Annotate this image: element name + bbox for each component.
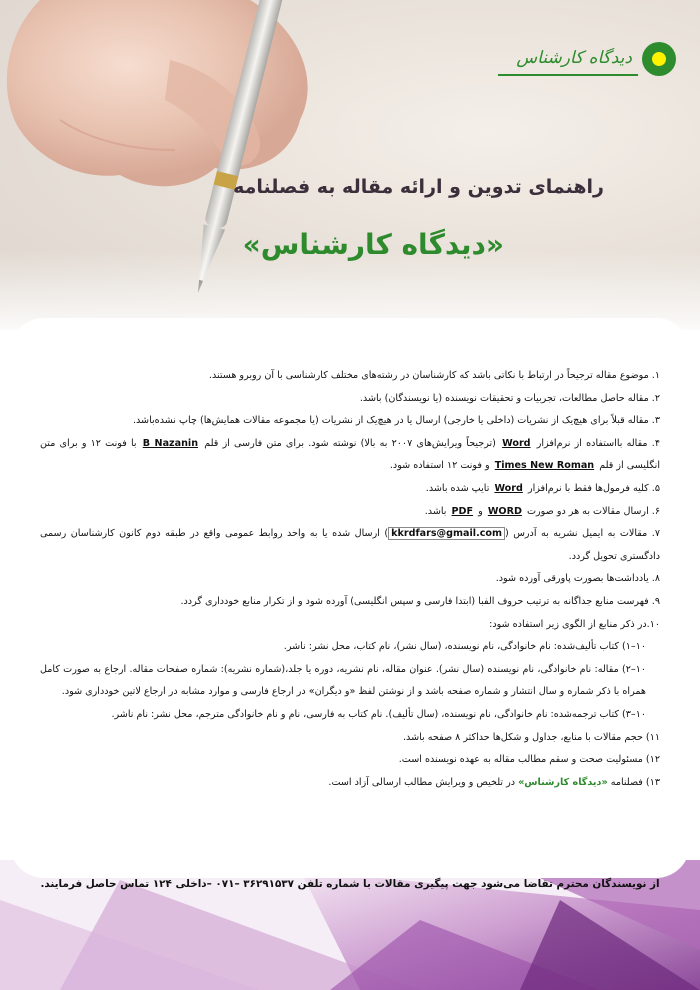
- logo-text: دیدگاه کارشناس: [516, 48, 632, 68]
- list-subitem: ۱۰–۱) کتاب تألیف‌شده: نام خانوادگی، نام نویسنده، (سال نشر)، نام کتاب، محل نشر: ناشر.: [283, 641, 646, 653]
- list-item: ۸. یادداشت‌ها بصورت پاورقی آورده شود.: [495, 573, 660, 585]
- list-item: ۱۱) حجم مقالات با منابع، جداول و شکل‌ها حداکثر ۸ صفحه باشد.: [402, 731, 660, 743]
- brand-logo: [480, 40, 690, 85]
- list-item: ۹. فهرست منابع جداگانه به ترتیب حروف الفبا (ابتدا فارسی و سپس انگلیسی) آورده شود و از تکرار منابع خودداری گردد.: [180, 595, 660, 607]
- list-subitem: ۱۰–۳) کتاب ترجمه‌شده: نام خانوادگی، نام نویسنده، (سال تألیف). نام کتاب به فارسی، نام و نام خانوادگی مترجم، محل نشر: نام ناشر.: [111, 708, 646, 720]
- guidelines-list: [40, 365, 660, 794]
- email-link[interactable]: kkrdfars@gmail.com: [388, 527, 505, 540]
- logo-underline: [498, 74, 638, 76]
- word-format-label: WORD: [487, 505, 522, 517]
- list-item: ۴. مقاله بااستفاده از نرم‌افزار Word (ترجیحاً ویرایش‌های ۲۰۰۷ به بالا) نوشته شود. برای متن فارسی از قلم B Nazanin با فونت ۱۲ و برای متن انگلیسی از قلم Times New Roman و فونت ۱۲ استفاده شود.: [40, 437, 660, 472]
- list-subitem: ۱۰–۲) مقاله: نام خانوادگی، نام نویسنده (سال نشر). عنوان مقاله، نام نشریه، دوره یا جلد،(شماره نشریه): شماره صفحات مقاله. ارجاع به صورت کامل همراه با ذکر شماره و سال انتشار و شماره صفحه باشد و از نوشتن لفظ «و دیگران» در ارجاع فارسی و موارد مشابه در ارجاع لاتین خودداری شود.: [40, 663, 646, 698]
- list-item: ۱۰.در ذکر منابع از الگوی زیر استفاده شود:: [489, 618, 660, 630]
- page-title: راهنمای تدوین و ارائه مقاله به فصلنامه: [233, 176, 604, 198]
- list-item: ۱۳) فصلنامه «دیدگاه کارشناس» در تلخیص و ویرایش مطالب ارسالی آزاد است.: [328, 776, 660, 788]
- word-software-label: Word: [494, 482, 523, 494]
- journal-name: «دیدگاه کارشناس»: [242, 228, 504, 261]
- pdf-format-label: PDF: [451, 505, 474, 517]
- list-item: ۷. مقالات به ایمیل نشریه به آدرس (kkrdfars@gmail.com) ارسال شده یا به واحد روابط عمومی واقع در طبقه دوم کانون کارشناسان رسمی دادگستری تحویل گردد.: [40, 528, 660, 562]
- list-item: ۱۲) مسئولیت صحت و سقم مطالب مقاله به عهده نویسنده است.: [398, 754, 660, 766]
- word-software-label: Word: [502, 437, 531, 449]
- contact-note: از نویسندگان محترم تقاضا می‌شود جهت پیگیری مقالات با شماره تلفن ۳۶۲۹۱۵۳۷ –۰۷۱ –داخلی ۱۲۴ تماس حاصل فرمایند.: [40, 878, 660, 890]
- list-item: ۱. موضوع مقاله ترجیحاً در ارتباط با نکاتی باشد که کارشناسان در رشته‌های مختلف کارشناسی با آن روبرو هستند.: [208, 370, 660, 381]
- list-item: ۳. مقاله قبلاً برای هیچ‌یک از نشریات (داخلی یا خارجی) ارسال یا در هیچ‌یک از نشریات (یا مجموعه مقالات همایش‌ها) چاپ نشده‌باشد.: [132, 415, 660, 427]
- font-b-nazanin-label: B Nazanin: [142, 437, 199, 449]
- list-item: ۵. کلیه فرمول‌ها فقط با نرم‌افزار Word تایپ شده باشد.: [425, 482, 660, 494]
- list-item: ۲. مقاله حاصل مطالعات، تجربیات و تحقیقات نویسنده (یا نویسندگان) باشد.: [359, 392, 660, 404]
- list-item: ۶. ارسال مقالات به هر دو صورت WORD و PDF باشد.: [424, 505, 660, 517]
- header-photo: [0, 0, 700, 330]
- logo-emblem-icon: [642, 42, 676, 76]
- journal-name-inline: «دیدگاه کارشناس»: [518, 776, 608, 788]
- font-times-label: Times New Roman: [494, 460, 595, 472]
